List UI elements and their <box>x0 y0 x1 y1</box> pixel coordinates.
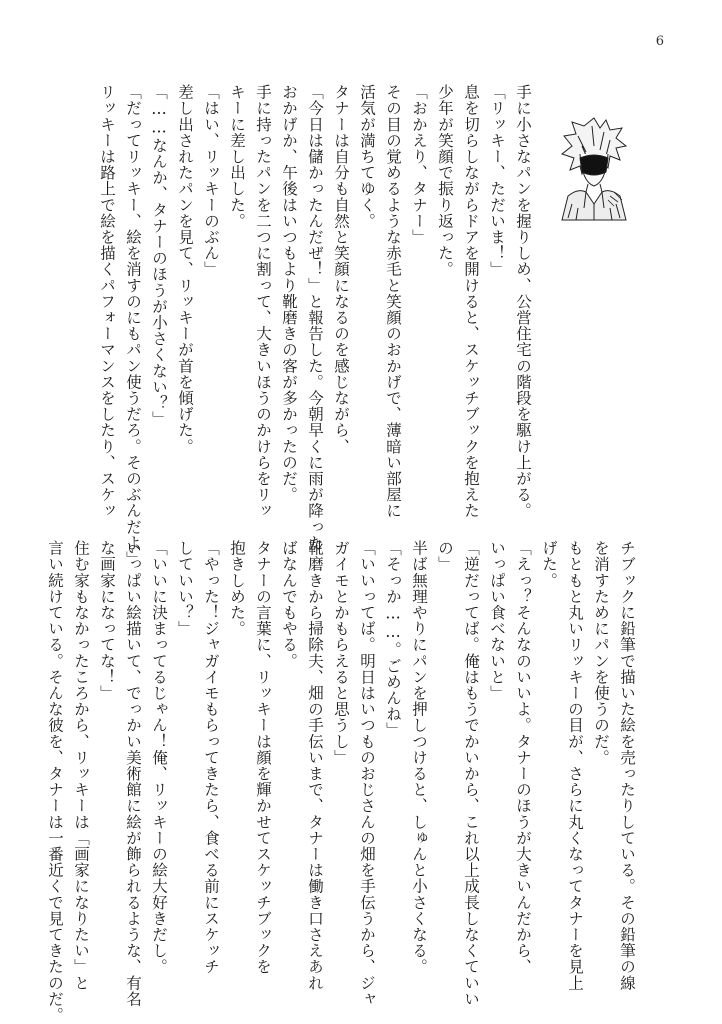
text-line: 「はい、リッキーのぶん」 <box>202 84 220 278</box>
text-line: タナーは自分も自然と笑顔になるのを感じながら、 <box>332 84 350 455</box>
text-line: していい？」 <box>176 540 194 637</box>
text-line: げた。 <box>540 540 558 589</box>
text-line: チブックに鉛筆で描いた絵を売ったりしている。その鉛筆の線 <box>618 540 636 991</box>
text-line: 「そっか……。ごめんね」 <box>384 540 402 739</box>
text-line: ガイモとかもらえると思うし」 <box>332 540 350 766</box>
text-line: 手に小さなパンを握りしめ、公営住宅の階段を駆け上がる。 <box>514 84 532 519</box>
text-line: 差し出されたパンを見て、リッキーが首を傾げた。 <box>176 84 194 455</box>
text-line: 「リッキー、ただいま！」 <box>488 84 506 278</box>
text-line: キーに差し出した。 <box>228 84 246 229</box>
text-line: その目の覚めるような赤毛と笑顔のおかげで、薄暗い部屋に <box>384 84 402 519</box>
text-line: 言い続けている。そんな彼を、タナーは一番近くで見てきたのだ。 <box>46 540 64 1023</box>
text-line: 「いいってば。明日はいつものおじさんの畑を手伝うから、ジャ <box>358 540 376 1007</box>
text-line: タナーの言葉に、リッキーは顔を輝かせてスケッチブックを <box>254 540 272 975</box>
text-line: いっぱい絵描いて、でっかい美術館に絵が飾られるような、有名 <box>124 540 142 1007</box>
text-line: 息を切らしながらドアを開けると、スケッチブックを抱えた <box>462 84 480 519</box>
character-portrait-illustration <box>548 112 640 224</box>
text-line: 「今日は儲かったんだぜ！」と報告した。今朝早くに雨が降った <box>306 84 324 551</box>
text-line: 手に持ったパンを二つに割って、大きいほうのかけらをリッ <box>254 84 272 519</box>
page-number: 6 <box>655 34 664 49</box>
text-line: 「だってリッキー、絵を消すのにもパン使うだろ。そのぶんだよ」 <box>124 84 142 567</box>
text-line: 住む家もなかったころから、リッキーは「画家になりたい」と <box>72 540 90 991</box>
text-line: 「いいに決まってるじゃん！俺、リッキーの絵大好きだし。 <box>150 540 168 975</box>
body-text-upper-block <box>94 84 536 567</box>
text-line: 抱きしめた。 <box>228 540 246 637</box>
text-line: を消すためにパンを使うのだ。 <box>592 540 610 766</box>
text-line: 靴磨きから掃除夫、畑の手伝いまで、タナーは働き口さえあれ <box>306 540 324 991</box>
text-line: 「やった！ジャガイモもらってきたら、食べる前にスケッチ <box>202 540 220 975</box>
text-line: おかげか、午後はいつもより靴磨きの客が多かったのだ。 <box>280 84 298 503</box>
text-line: いっぱい食べないと」 <box>488 540 506 701</box>
text-line: な画家になってな！」 <box>98 540 116 701</box>
text-line: ばなんでもやる。 <box>280 540 298 669</box>
text-line: 「逆だってば。俺はもうでかいから、これ以上成長しなくていい <box>462 540 480 1007</box>
text-line: 「おかえり、タナー」 <box>410 84 428 245</box>
text-line: 「えっ？そんなのいいよ。タナーのほうが大きいんだから、 <box>514 540 532 975</box>
text-line: 半ば無理やりにパンを押しつけると、しゅんと小さくなる。 <box>410 540 428 975</box>
text-line: リッキーは路上で絵を描くパフォーマンスをしたり、スケッ <box>98 84 116 519</box>
text-line: もともと丸いリッキーの目が、さらに丸くなってタナーを見上 <box>566 540 584 991</box>
text-line: の」 <box>436 540 454 573</box>
body-text-lower-block <box>42 540 640 1023</box>
text-line: 活気が満ちてゆく。 <box>358 84 376 229</box>
text-line: 少年が笑顔で振り返った。 <box>436 84 454 278</box>
text-line: 「……なんか、タナーのほうが小さくない？」 <box>150 84 168 428</box>
